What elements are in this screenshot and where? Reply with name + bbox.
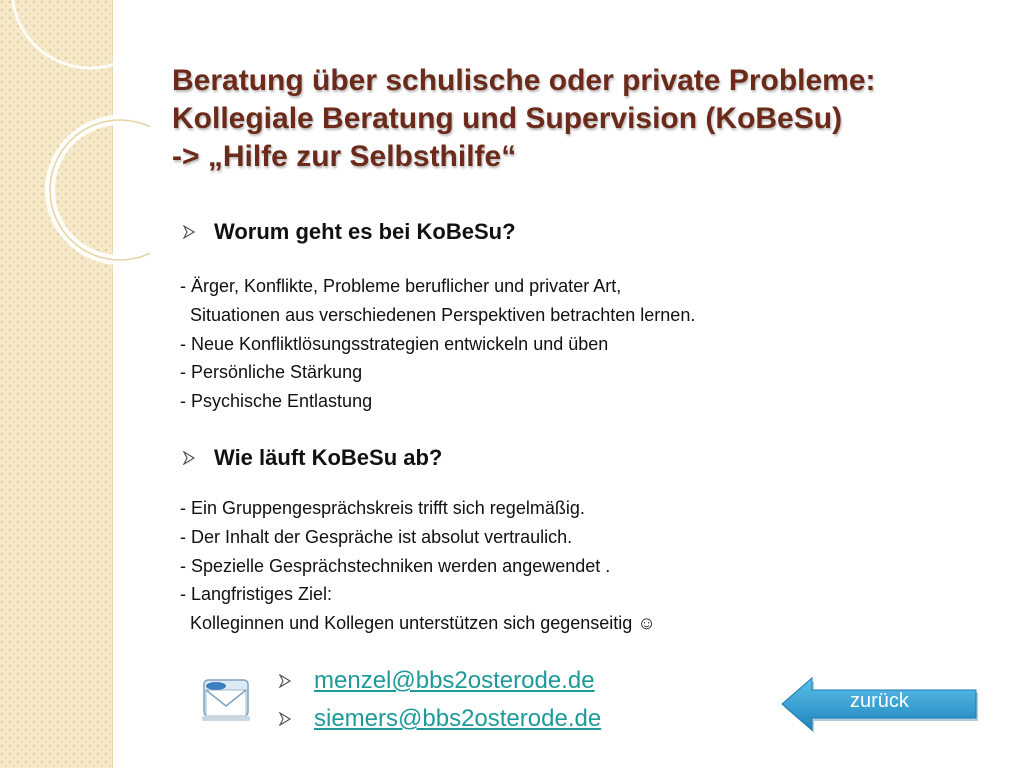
text-line: - Neue Konfliktlösungsstrategien entwickeln und üben <box>180 333 609 354</box>
contact-item <box>278 662 601 700</box>
bullet-arrow-icon <box>182 225 196 239</box>
back-button-label: zurück <box>850 690 909 712</box>
section-heading-what <box>182 219 516 245</box>
back-button[interactable] <box>778 674 980 734</box>
text-line: Kolleginnen und Kollegen unterstützen sich gegenseitig ☺ <box>180 613 656 634</box>
slide-title <box>172 62 992 176</box>
text-line: - Persönliche Stärkung <box>180 362 363 383</box>
section-heading-text: Wie läuft KoBeSu ab? <box>214 445 443 470</box>
bullet-arrow-icon <box>278 674 292 688</box>
section-what-text <box>180 272 695 416</box>
title-line-3: -> „Hilfe zur Selbsthilfe“ <box>172 140 517 173</box>
bullet-arrow-icon <box>278 712 292 726</box>
text-line: - Spezielle Gesprächstechniken werden angewendet . <box>180 555 611 576</box>
section-how-text <box>180 494 656 638</box>
email-link-siemers[interactable]: siemers@bbs2osterode.de <box>314 705 602 732</box>
text-line: - Der Inhalt der Gespräche ist absolut vertraulich. <box>180 526 573 547</box>
text-line: - Ärger, Konflikte, Probleme beruflicher und privater Art, <box>180 276 622 296</box>
bullet-arrow-icon <box>182 451 196 465</box>
title-line-2: Kollegiale Beratung und Supervision (KoBeSu) <box>172 102 843 135</box>
email-link-menzel[interactable]: menzel@bbs2osterode.de <box>314 667 595 694</box>
text-line: - Ein Gruppengesprächskreis trifft sich regelmäßig. <box>180 498 585 518</box>
contact-links <box>278 662 601 738</box>
text-line: - Langfristiges Ziel: <box>180 584 333 605</box>
section-heading-text: Worum geht es bei KoBeSu? <box>214 219 516 244</box>
decorative-circles <box>0 0 150 280</box>
text-line: - Psychische Entlastung <box>180 391 373 412</box>
section-heading-how <box>182 445 442 471</box>
email-icon <box>200 676 252 724</box>
contact-item <box>278 700 601 738</box>
title-line-1: Beratung über schulische oder private Probleme: <box>172 64 876 97</box>
text-line: Situationen aus verschiedenen Perspektiven betrachten lernen. <box>180 304 696 325</box>
